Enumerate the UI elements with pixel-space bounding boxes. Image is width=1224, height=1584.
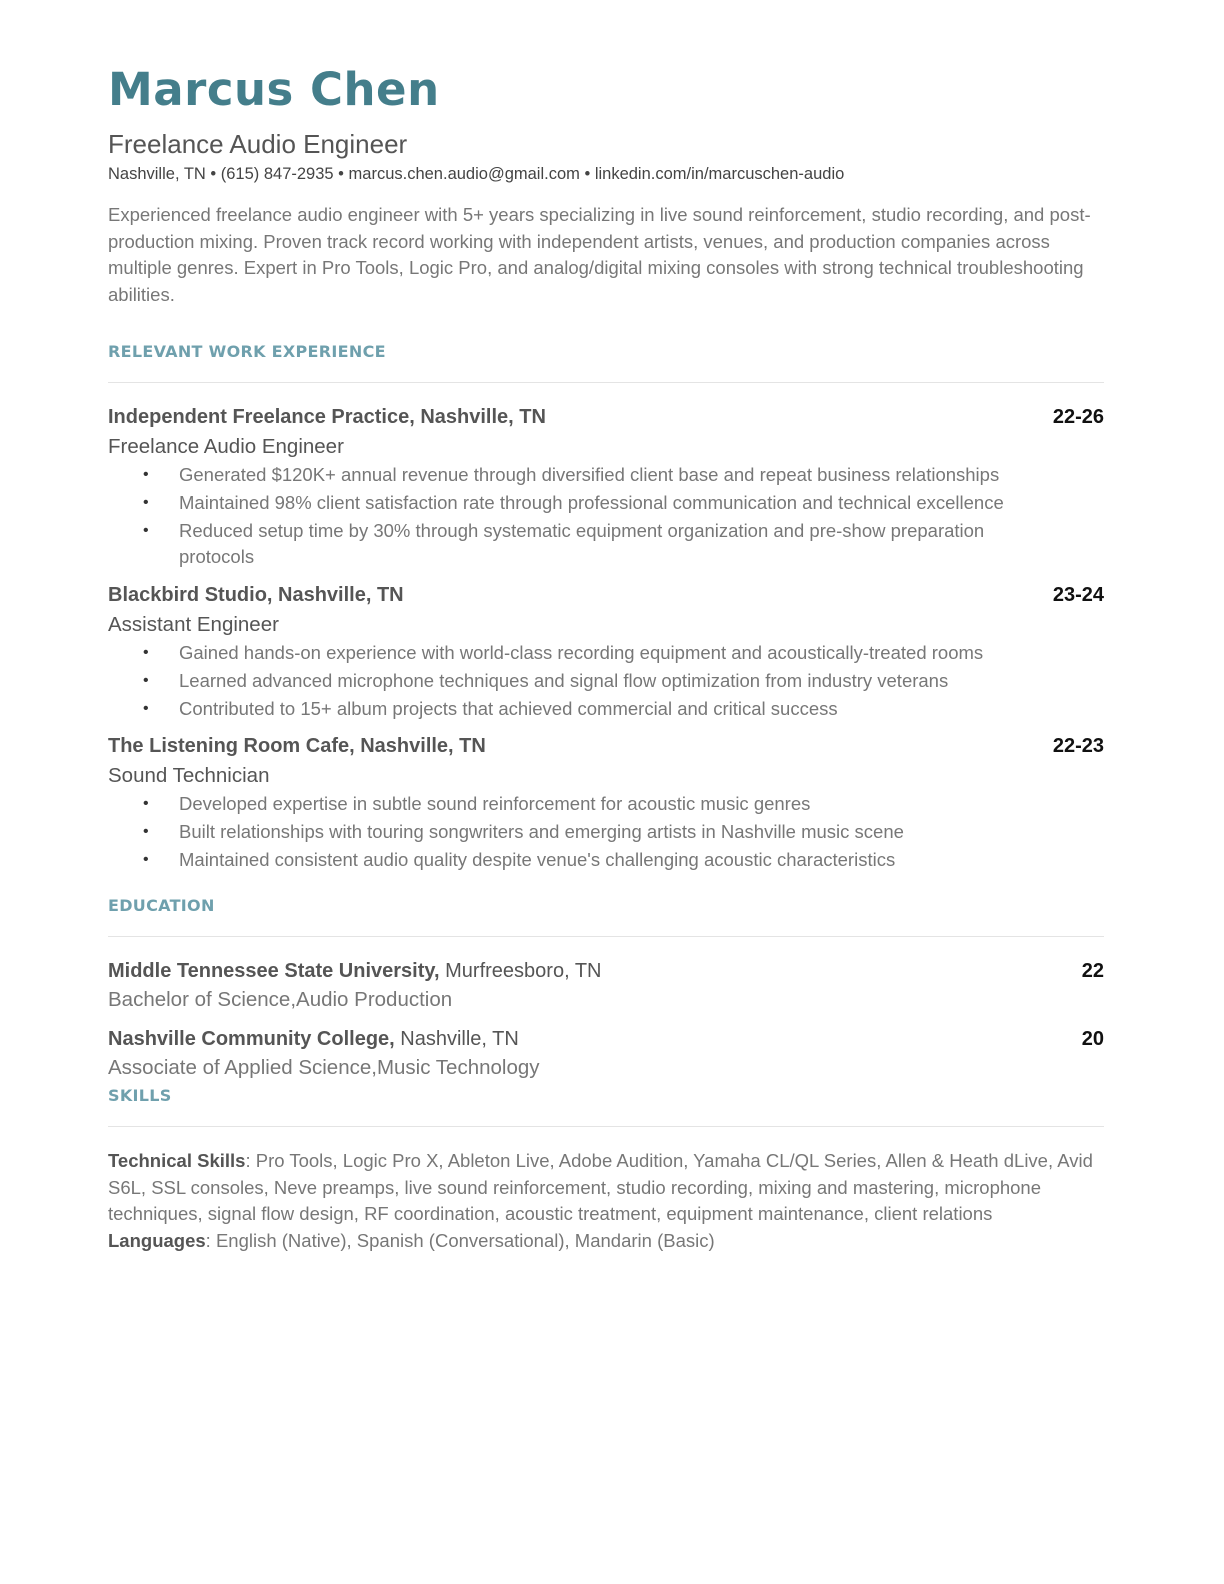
employer: Blackbird Studio, Nashville, TN	[108, 583, 404, 606]
education-entry	[108, 1026, 1104, 1083]
experience-entry	[108, 733, 1104, 874]
section-title-education: EDUCATION	[108, 895, 215, 915]
bullet-item: • Maintained 98% client satisfaction rate through professional communication and technical excellence	[179, 490, 1104, 517]
candidate-name: Marcus Chen	[108, 63, 440, 116]
bullet-item: • Gained hands-on experience with world-class recording equipment and acoustically-treated rooms	[179, 640, 1104, 667]
summary: Experienced freelance audio engineer with 5+ years specializing in live sound reinforcement, studio recording, and post-production mixing. Proven track record working with independent artists, venues, and production companies across multiple genres. Expert in Pro Tools, Logic Pro, and analog/digital mixing consoles with strong technical troubleshooting abilities.	[108, 204, 1091, 306]
languages-text: : English (Native), Spanish (Conversational), Mandarin (Basic)	[205, 1229, 715, 1251]
employer: Independent Freelance Practice, Nashville, TN	[108, 405, 546, 428]
degree: Bachelor of Science,Audio Production	[108, 987, 453, 1011]
school-name: Nashville Community College,	[108, 1027, 395, 1050]
job-dates: 22-26	[1052, 405, 1104, 428]
graduation-year: 22	[1081, 959, 1104, 982]
graduation-year: 20	[1081, 1027, 1104, 1050]
contact-line: Nashville, TN • (615) 847-2935 • marcus.chen.audio@gmail.com • linkedin.com/in/marcuschen-audio	[108, 165, 845, 183]
section-divider	[108, 382, 1104, 383]
job-title: Assistant Engineer	[108, 612, 279, 636]
job-dates: 22-23	[1052, 735, 1104, 758]
section-title-skills: SKILLS	[108, 1085, 172, 1105]
languages-label: Languages	[108, 1229, 206, 1251]
experience-entry	[108, 404, 1104, 571]
section-divider	[108, 936, 1104, 937]
job-title: Sound Technician	[108, 764, 270, 788]
bullet-item: • Contributed to 15+ album projects that achieved commercial and critical success	[179, 696, 1104, 723]
technical-skills-text: : Pro Tools, Logic Pro X, Ableton Live, Adobe Audition, Yamaha CL/QL Series, Allen & Heath dLive, Avid S6L, SSL consoles, Neve preamps, live sound reinforcement, studio recording, mixing and mastering, microphone techniques, signal flow design, RF coordination, acoustic treatment, equipment maintenance, client relations	[108, 1149, 1093, 1225]
school-location: Nashville, TN	[394, 1027, 519, 1050]
job-title: Freelance Audio Engineer	[108, 434, 344, 458]
bullet-item: • Learned advanced microphone techniques and signal flow optimization from industry veterans	[179, 668, 1104, 695]
job-dates: 23-24	[1052, 583, 1104, 606]
headline: Freelance Audio Engineer	[108, 129, 408, 159]
bullet-item: • Built relationships with touring songwriters and emerging artists in Nashville music scene	[179, 819, 1104, 846]
bullet-item: • Maintained consistent audio quality despite venue's challenging acoustic characteristics	[179, 847, 1104, 874]
technical-skills	[108, 1148, 1104, 1228]
experience-entry	[108, 582, 1104, 723]
education-entry	[108, 958, 1104, 1015]
section-divider	[108, 1126, 1104, 1127]
technical-skills-label: Technical Skills	[108, 1149, 246, 1171]
section-title-experience: RELEVANT WORK EXPERIENCE	[108, 341, 386, 361]
school-name: Middle Tennessee State University,	[108, 959, 440, 982]
school-location: Murfreesboro, TN	[439, 959, 602, 982]
bullet-item: • Developed expertise in subtle sound reinforcement for acoustic music genres	[179, 791, 1104, 818]
bullet-item: • Reduced setup time by 30% through systematic equipment organization and pre-show preparation protocols	[179, 518, 1104, 571]
bullet-item: • Generated $120K+ annual revenue through diversified client base and repeat business relationships	[179, 462, 1104, 489]
languages	[108, 1228, 1104, 1255]
skills-block	[108, 1148, 1104, 1255]
resume-page	[108, 62, 1104, 1255]
employer: The Listening Room Cafe, Nashville, TN	[108, 735, 486, 758]
degree: Associate of Applied Science,Music Technology	[108, 1055, 540, 1079]
